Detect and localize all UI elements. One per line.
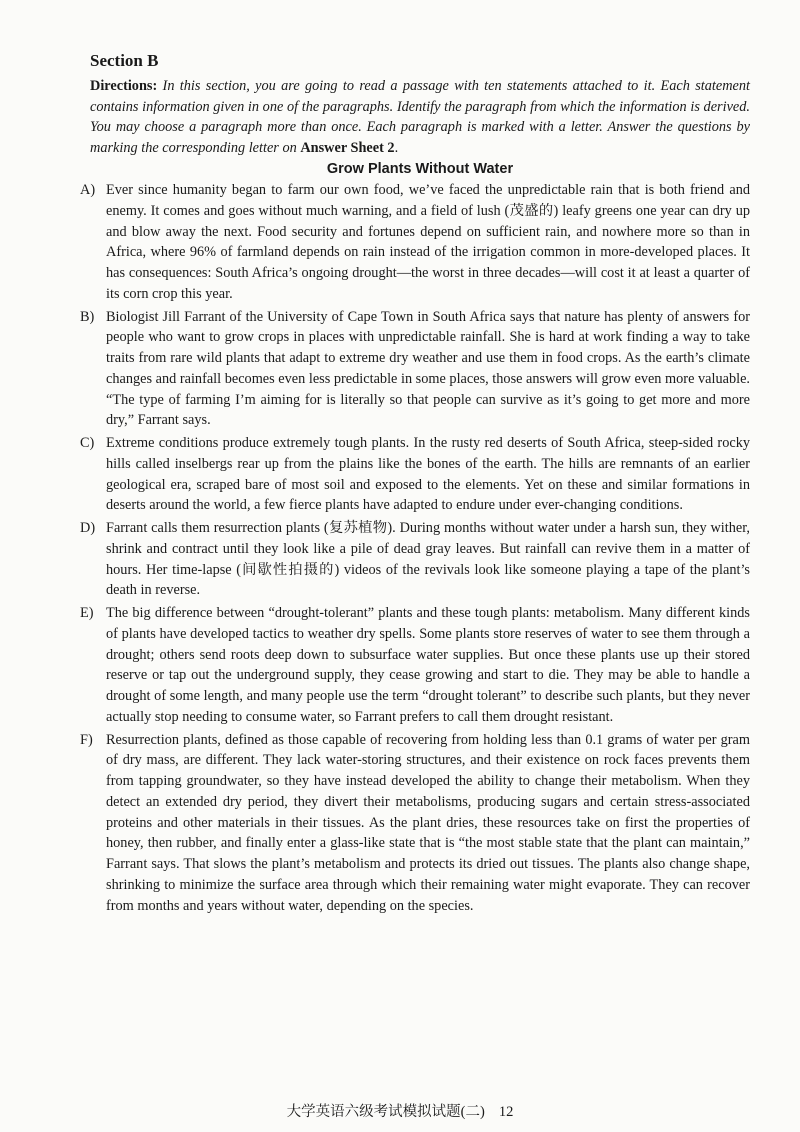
directions-label: Directions: <box>90 78 158 94</box>
document-page <box>80 50 750 918</box>
paragraph-letter: A) <box>80 182 96 198</box>
directions-text: In this section, you are going to read a passage with ten statements attached to it. Each statement contains information given in one of the paragraphs. Identify the paragraph from which the information is derived. You may choose a paragraph more than once. Each paragraph is marked with a letter. Answer the questions by marking the corresponding letter on <box>90 78 750 156</box>
paragraph-text: Biologist Jill Farrant of the University of Cape Town in South Africa says that nature has plenty of answers for people who want to grow crops in places with unpredictable rainfall. She is hard at work finding a way to take traits from rare wild plants that adapt to extreme dry weather and use them in food crops. As the earth’s climate changes and rainfall becomes even less predictable in some places, those answers will grow even more valuable. “The type of farming I’m aiming for is literally so that people can survive as it’s going to get more and more dry,” Farrant says. <box>106 308 750 429</box>
paragraph-c <box>80 433 750 516</box>
paragraph-b <box>80 307 750 432</box>
page-footer <box>0 1100 800 1121</box>
paragraph-text: Resurrection plants, defined as those capable of recovering from holding less than 0.1 grams of water per gram of dry mass, are different. They lack water-storing structures, and their existence on rock faces prevents them from tapping groundwater, so they have instead developed the ability to change their metabolism. When they detect an extended dry period, they divert their metabolisms, producing sugars and certain stress-associated proteins and other materials in their tissues. As the plant dries, these resources take on first the properties of honey, then rubber, and finally enter a glass-like state that is “the most stable state that the plant can maintain,” Farrant says. That slows the plant’s metabolism and protects its dried out tissues. The plants also change shape, shrinking to minimize the surface area through which their remaining water might evaporate. They can recover from months and years without water, depending on the species. <box>106 731 750 914</box>
passage-title: Grow Plants Without Water <box>326 161 514 177</box>
answer-sheet-ref: Answer Sheet 2 <box>300 139 395 156</box>
paragraph-text: The big difference between “drought-tolerant” plants and these tough plants: metabolism. Many different kinds of plants have developed tactics to weather dry spells. Some plants store reserves of water to see them through a drought; others send roots deep down to subsurface water supplies. But once these plants use up their stored reserve or tap out the underground supply, they cease growing and start to die. They may be able to handle a drought of some length, and many people use the term “drought tolerant” to describe such plants, but they never actually stop needing to consume water, so Farrant prefers to call them drought resistant. <box>106 605 750 725</box>
paragraph-text: Extreme conditions produce extremely tough plants. In the rusty red deserts of South Africa, steep-sided rocky hills called inselbergs rear up from the plains like the bones of the earth. The hills are remnants of an earlier geological era, scraped bare of most soil and exposed to the elements. Yet on these and similar formations in deserts around the world, a few fierce plants have adapted to endure under ever-changing conditions. <box>106 435 750 514</box>
footer-title: 大学英语六级考试模拟试题(二) <box>286 1104 485 1120</box>
paragraph-d <box>80 518 750 601</box>
paragraph-letter: D) <box>80 520 96 536</box>
paragraph-text: Ever since humanity began to farm our own food, we’ve faced the unpredictable rain that is both friend and enemy. It comes and goes without much warning, and a field of lush (茂盛的) leafy greens one year can dry up and blow away the next. Food security and fortunes depend on sufficient rain, and nowhere more so than in Africa, where 96% of farmland depends on rain instead of the irrigation common in more-developed places. It has consequences: South Africa’s ongoing drought—the worst in three decades—will cost it at least a quarter of its corn crop this year. <box>106 182 750 302</box>
paragraph-e <box>80 603 750 728</box>
paragraph-letter: B) <box>80 308 95 325</box>
paragraph-text: Farrant calls them resurrection plants (复苏植物). During months without water under a harsh sun, they wither, shrink and contract until they look like a pile of dead gray leaves. But rainfall can revive them in a matter of hours. Her time-lapse (间歇性拍摄的) videos of the revivals look like someone playing a tape of the plant’s death in reverse. <box>106 520 750 599</box>
directions <box>90 76 750 158</box>
page-number: 12 <box>498 1104 514 1120</box>
directions-end: . <box>394 139 399 156</box>
paragraph-f <box>80 730 750 917</box>
paragraph-a <box>80 180 750 305</box>
section-title: Section B <box>90 51 159 70</box>
paragraph-letter: E) <box>80 605 94 621</box>
paragraph-letter: F) <box>80 731 93 748</box>
paragraph-letter: C) <box>80 435 95 451</box>
